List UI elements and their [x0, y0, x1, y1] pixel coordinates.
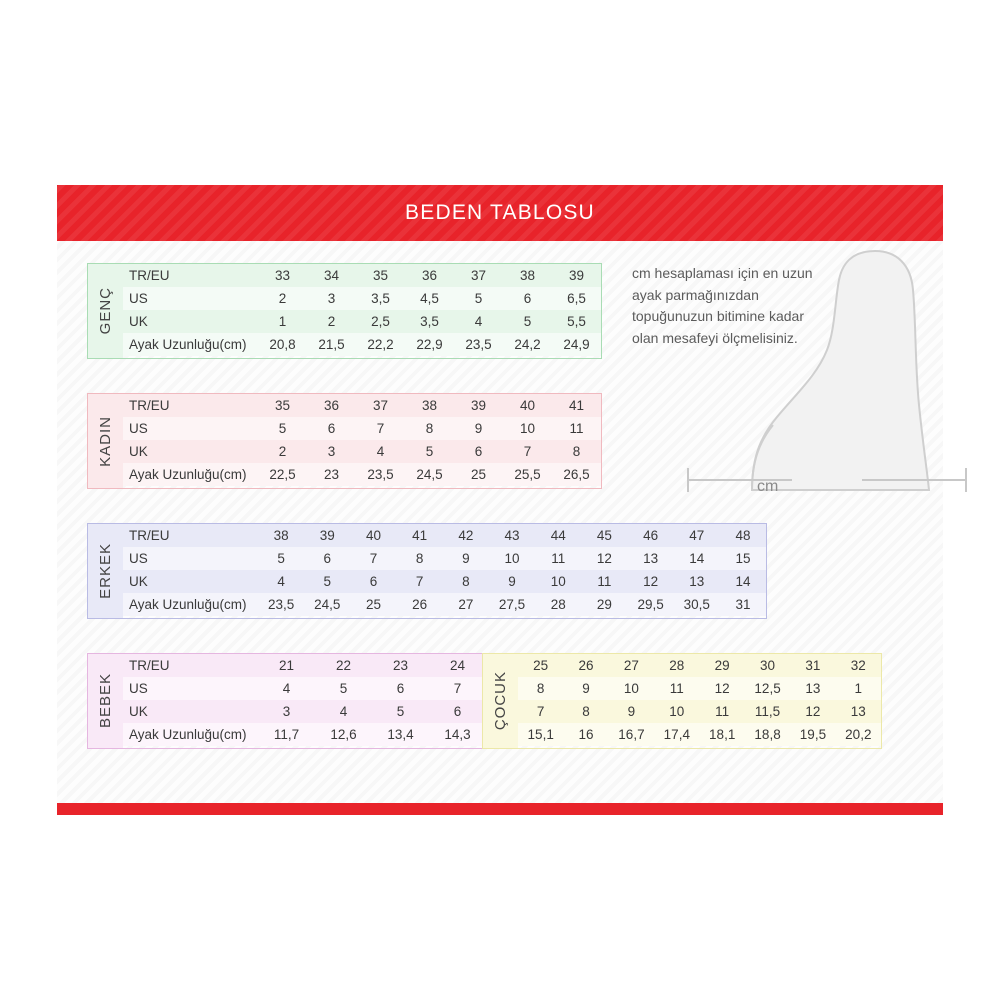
cell: 6,5 — [567, 291, 586, 306]
row-cells — [258, 704, 486, 719]
cell: 14,3 — [444, 727, 471, 742]
cell: 12 — [805, 704, 821, 719]
cell: 46 — [643, 528, 659, 543]
table-row — [123, 310, 601, 333]
cell: 13 — [850, 704, 866, 719]
cell: 31 — [735, 597, 751, 612]
cell: 47 — [689, 528, 705, 543]
cell: 6 — [453, 704, 462, 719]
table-row — [518, 677, 881, 700]
cell: 6 — [323, 551, 332, 566]
cell: 11 — [569, 421, 584, 436]
cell: 10 — [623, 681, 639, 696]
group-label-bebek-wrap — [88, 654, 123, 748]
cell: 36 — [323, 398, 340, 413]
row-label: Ayak Uzunluğu(cm) — [129, 467, 247, 482]
cell: 34 — [323, 268, 340, 283]
row-cells — [518, 727, 881, 742]
table-row — [123, 463, 601, 486]
table-row — [518, 723, 881, 746]
cell: 5 — [396, 704, 405, 719]
cell: 11,7 — [273, 727, 300, 742]
row-label: US — [129, 681, 148, 696]
cell: 11 — [669, 681, 684, 696]
cell: 7 — [415, 574, 424, 589]
cell: 10 — [550, 574, 566, 589]
cell: 43 — [504, 528, 520, 543]
cell: 8 — [425, 421, 434, 436]
cell: 29 — [714, 658, 730, 673]
row-label: TR/EU — [129, 658, 170, 673]
cell: 7 — [376, 421, 385, 436]
measuring-note: cm hesaplaması için en uzun ayak parmağınızdan topuğunuzun bitimine kadar olan mesafeyi ölçmelisiniz. — [632, 265, 813, 347]
cell: 10 — [519, 421, 536, 436]
cell: 38 — [273, 528, 289, 543]
cell: 30,5 — [683, 597, 710, 612]
cell: 3 — [282, 704, 291, 719]
cell: 37 — [372, 398, 389, 413]
page-title: BEDEN TABLOSU — [405, 201, 595, 224]
cocuk-grid — [518, 654, 881, 748]
cell: 9 — [462, 551, 470, 566]
table-row — [123, 700, 486, 723]
row-label: TR/EU — [129, 268, 170, 283]
cell: 4,5 — [420, 291, 439, 306]
cell: 6 — [327, 421, 336, 436]
genc-grid — [123, 264, 601, 358]
cell: 42 — [458, 528, 474, 543]
cell: 35 — [274, 398, 291, 413]
cell: 29,5 — [637, 597, 664, 612]
cell: 26 — [578, 658, 594, 673]
cell: 23,5 — [465, 337, 492, 352]
cell: 30 — [760, 658, 776, 673]
row-cells — [518, 681, 881, 696]
group-label-genc-wrap — [88, 264, 123, 358]
row-cells — [258, 727, 486, 742]
cell: 7 — [523, 444, 532, 459]
cell: 13 — [643, 551, 659, 566]
row-cells — [258, 398, 601, 413]
cell: 20,8 — [269, 337, 296, 352]
row-label: Ayak Uzunluğu(cm) — [129, 727, 247, 742]
group-label-erkek: ERKEK — [96, 543, 114, 599]
row-label: UK — [129, 574, 148, 589]
group-label-bebek: BEBEK — [96, 673, 114, 729]
cell: 9 — [627, 704, 636, 719]
cell: 9 — [508, 574, 516, 589]
row-cells — [258, 574, 766, 589]
size-table-bebek — [87, 653, 487, 749]
cell: 22 — [335, 658, 352, 673]
cell: 8 — [582, 704, 590, 719]
row-cells — [518, 704, 881, 719]
cell: 22,9 — [416, 337, 443, 352]
table-row — [123, 417, 601, 440]
cell: 4 — [277, 574, 285, 589]
table-row — [123, 570, 766, 593]
cell: 2 — [278, 291, 287, 306]
row-label: Ayak Uzunluğu(cm) — [129, 597, 247, 612]
cell: 31 — [805, 658, 821, 673]
cell: 5 — [278, 421, 287, 436]
cell: 12,5 — [754, 681, 781, 696]
cell: 7 — [536, 704, 545, 719]
row-label: US — [129, 291, 148, 306]
cell: 5 — [323, 574, 332, 589]
row-cells — [258, 597, 766, 612]
table-row — [123, 394, 601, 417]
cell: 8 — [462, 574, 470, 589]
cell: 27 — [458, 597, 474, 612]
cell: 39 — [568, 268, 585, 283]
cell: 12,6 — [330, 727, 357, 742]
cell: 17,4 — [663, 727, 690, 742]
row-label: Ayak Uzunluğu(cm) — [129, 337, 247, 352]
cell: 4 — [282, 681, 291, 696]
measure-label: cm — [757, 478, 779, 495]
group-label-genc: GENÇ — [96, 287, 114, 335]
cell: 25 — [365, 597, 381, 612]
row-cells — [258, 551, 766, 566]
row-cells — [258, 337, 601, 352]
cell: 38 — [519, 268, 536, 283]
cell: 35 — [372, 268, 389, 283]
cell: 24,5 — [314, 597, 341, 612]
cell: 44 — [550, 528, 566, 543]
table-row — [123, 333, 601, 356]
cell: 8 — [572, 444, 581, 459]
cell: 3,5 — [371, 291, 390, 306]
size-table-erkek — [87, 523, 767, 619]
cell: 4 — [474, 314, 483, 329]
group-label-cocuk-wrap — [483, 654, 518, 748]
cell: 26,5 — [563, 467, 590, 482]
cell: 32 — [850, 658, 866, 673]
bebek-grid — [123, 654, 486, 748]
cell: 24 — [449, 658, 466, 673]
cell: 24,5 — [416, 467, 443, 482]
cell: 2 — [327, 314, 336, 329]
row-cells — [258, 444, 601, 459]
cell: 45 — [596, 528, 612, 543]
table-row — [123, 677, 486, 700]
cell: 11 — [551, 551, 566, 566]
cell: 7 — [453, 681, 462, 696]
cell: 18,1 — [709, 727, 736, 742]
cell: 12 — [596, 551, 612, 566]
cell: 3,5 — [420, 314, 439, 329]
row-label: US — [129, 421, 148, 436]
measure-line — [682, 460, 972, 500]
size-chart-sheet — [57, 185, 943, 815]
cell: 33 — [274, 268, 291, 283]
cell: 15,1 — [527, 727, 554, 742]
cell: 9 — [582, 681, 590, 696]
row-cells — [258, 268, 601, 283]
cell: 1 — [854, 681, 863, 696]
table-row — [123, 547, 766, 570]
size-table-kadin — [87, 393, 602, 489]
cell: 5 — [474, 291, 483, 306]
cell: 24,9 — [563, 337, 590, 352]
cell: 1 — [278, 314, 287, 329]
row-cells — [518, 658, 881, 673]
table-row — [518, 654, 881, 677]
cell: 2 — [278, 444, 287, 459]
group-label-kadin-wrap — [88, 394, 123, 488]
cell: 23,5 — [267, 597, 295, 612]
header-bar — [57, 185, 943, 241]
row-cells — [258, 681, 486, 696]
erkek-grid — [123, 524, 766, 618]
cell: 7 — [369, 551, 378, 566]
table-row — [123, 440, 601, 463]
table-row — [518, 700, 881, 723]
cell: 12 — [714, 681, 730, 696]
cell: 40 — [365, 528, 381, 543]
row-label: UK — [129, 314, 148, 329]
table-row — [123, 287, 601, 310]
cell: 39 — [319, 528, 335, 543]
cell: 22,2 — [367, 337, 394, 352]
cell: 41 — [568, 398, 585, 413]
row-label: TR/EU — [129, 528, 170, 543]
row-label: UK — [129, 444, 148, 459]
cell: 41 — [412, 528, 428, 543]
cell: 29 — [596, 597, 612, 612]
row-label: UK — [129, 704, 148, 719]
cell: 2,5 — [371, 314, 390, 329]
cell: 14 — [735, 574, 751, 589]
cell: 27,5 — [498, 597, 526, 612]
table-row — [123, 723, 486, 746]
cell: 23,5 — [367, 467, 394, 482]
cell: 8 — [536, 681, 545, 696]
cell: 16,7 — [618, 727, 645, 742]
cell: 9 — [474, 421, 483, 436]
cell: 25 — [533, 658, 549, 673]
cell: 12 — [643, 574, 659, 589]
cell: 6 — [396, 681, 405, 696]
row-cells — [258, 658, 486, 673]
group-label-erkek-wrap — [88, 524, 123, 618]
table-row — [123, 264, 601, 287]
cell: 5 — [277, 551, 285, 566]
row-cells — [258, 314, 601, 329]
cell: 11 — [597, 574, 612, 589]
cell: 22,5 — [269, 467, 296, 482]
cell: 21 — [278, 658, 295, 673]
cell: 19,5 — [799, 727, 827, 742]
cell: 10 — [669, 704, 685, 719]
cell: 18,8 — [754, 727, 781, 742]
row-label: US — [129, 551, 148, 566]
cell: 28 — [669, 658, 685, 673]
cell: 16 — [578, 727, 594, 742]
cell: 40 — [519, 398, 536, 413]
cell: 6 — [474, 444, 483, 459]
footer-bar — [57, 803, 943, 815]
row-cells — [258, 528, 766, 543]
cell: 23 — [323, 467, 340, 482]
cell: 5 — [425, 444, 434, 459]
cell: 13 — [805, 681, 821, 696]
cell: 6 — [523, 291, 532, 306]
cell: 24,2 — [514, 337, 541, 352]
row-cells — [258, 291, 601, 306]
cell: 5,5 — [567, 314, 586, 329]
cell: 4 — [376, 444, 385, 459]
cell: 11 — [715, 704, 730, 719]
cell: 25 — [470, 467, 487, 482]
table-row — [123, 654, 486, 677]
cell: 23 — [392, 658, 409, 673]
table-row — [123, 524, 766, 547]
cell: 14 — [689, 551, 705, 566]
cell: 38 — [421, 398, 438, 413]
row-cells — [258, 467, 601, 482]
cell: 21,5 — [318, 337, 345, 352]
cell: 6 — [369, 574, 378, 589]
group-label-cocuk: ÇOCUK — [491, 671, 509, 731]
cell: 13 — [689, 574, 705, 589]
cell: 26 — [412, 597, 428, 612]
cell: 28 — [550, 597, 566, 612]
cell: 11,5 — [754, 704, 781, 719]
group-label-kadin: KADIN — [96, 415, 114, 467]
cell: 3 — [327, 291, 336, 306]
cell: 48 — [735, 528, 751, 543]
cell: 15 — [735, 551, 751, 566]
cell: 10 — [504, 551, 520, 566]
cell: 8 — [415, 551, 424, 566]
row-cells — [258, 421, 601, 436]
cell: 36 — [421, 268, 438, 283]
size-table-cocuk — [482, 653, 882, 749]
cell: 3 — [327, 444, 336, 459]
cell: 27 — [623, 658, 639, 673]
kadin-grid — [123, 394, 601, 488]
cell: 5 — [339, 681, 348, 696]
cell: 5 — [523, 314, 532, 329]
cell: 4 — [339, 704, 348, 719]
cell: 20,2 — [845, 727, 872, 742]
cell: 37 — [470, 268, 487, 283]
size-table-genc — [87, 263, 602, 359]
row-label: TR/EU — [129, 398, 170, 413]
cell: 25,5 — [514, 467, 541, 482]
cell: 39 — [470, 398, 487, 413]
cell: 13,4 — [387, 727, 414, 742]
table-row — [123, 593, 766, 616]
